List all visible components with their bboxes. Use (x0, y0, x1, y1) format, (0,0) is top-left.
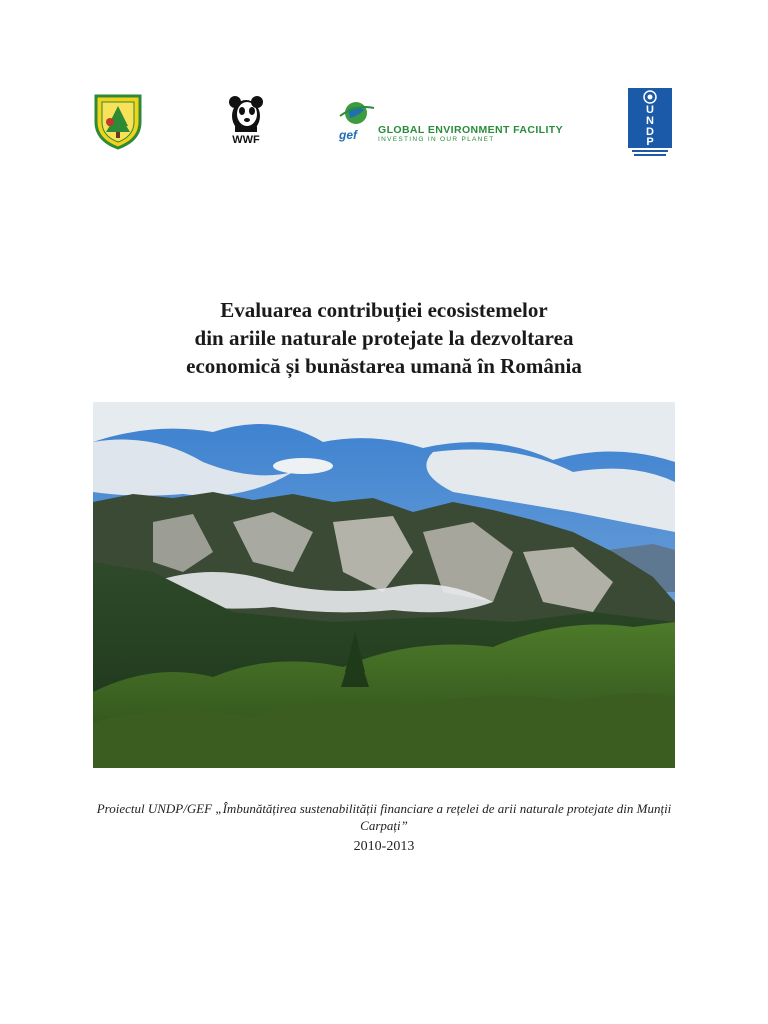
undp-letter-n: N (646, 115, 654, 127)
undp-letter-u: U (646, 104, 654, 116)
gef-logo (336, 98, 564, 148)
undp-logo (628, 88, 672, 160)
document-title (60, 296, 708, 380)
undp-letter-p: P (646, 136, 654, 148)
mountain-landscape-image (93, 402, 675, 768)
cover-photo (93, 402, 675, 768)
title-line: Evaluarea contribuției ecosistemelor (220, 298, 548, 322)
wwf-logo (223, 94, 269, 150)
gef-name: GLOBAL ENVIRONMENT FACILITY (378, 124, 564, 136)
logo-strip (0, 0, 768, 180)
romsilva-logo (92, 92, 144, 150)
gef-tagline: INVESTING IN OUR PLANET (378, 136, 495, 143)
gef-mark: gef (339, 128, 357, 142)
undp-letter-d: D (646, 126, 654, 138)
title-line: economică și bunăstarea umană în România (186, 354, 582, 378)
title-line: din ariile naturale protejate la dezvoltarea (194, 326, 574, 350)
project-line: Proiectul UNDP/GEF „Îmbunătățirea sustenabilității financiare a rețelei de arii naturale protejate din Munții Carpați” (96, 801, 672, 833)
wwf-wordmark: WWF (232, 134, 260, 146)
undp-box (628, 88, 672, 148)
project-years: 2010-2013 (353, 839, 415, 854)
undp-small-text (628, 149, 672, 160)
